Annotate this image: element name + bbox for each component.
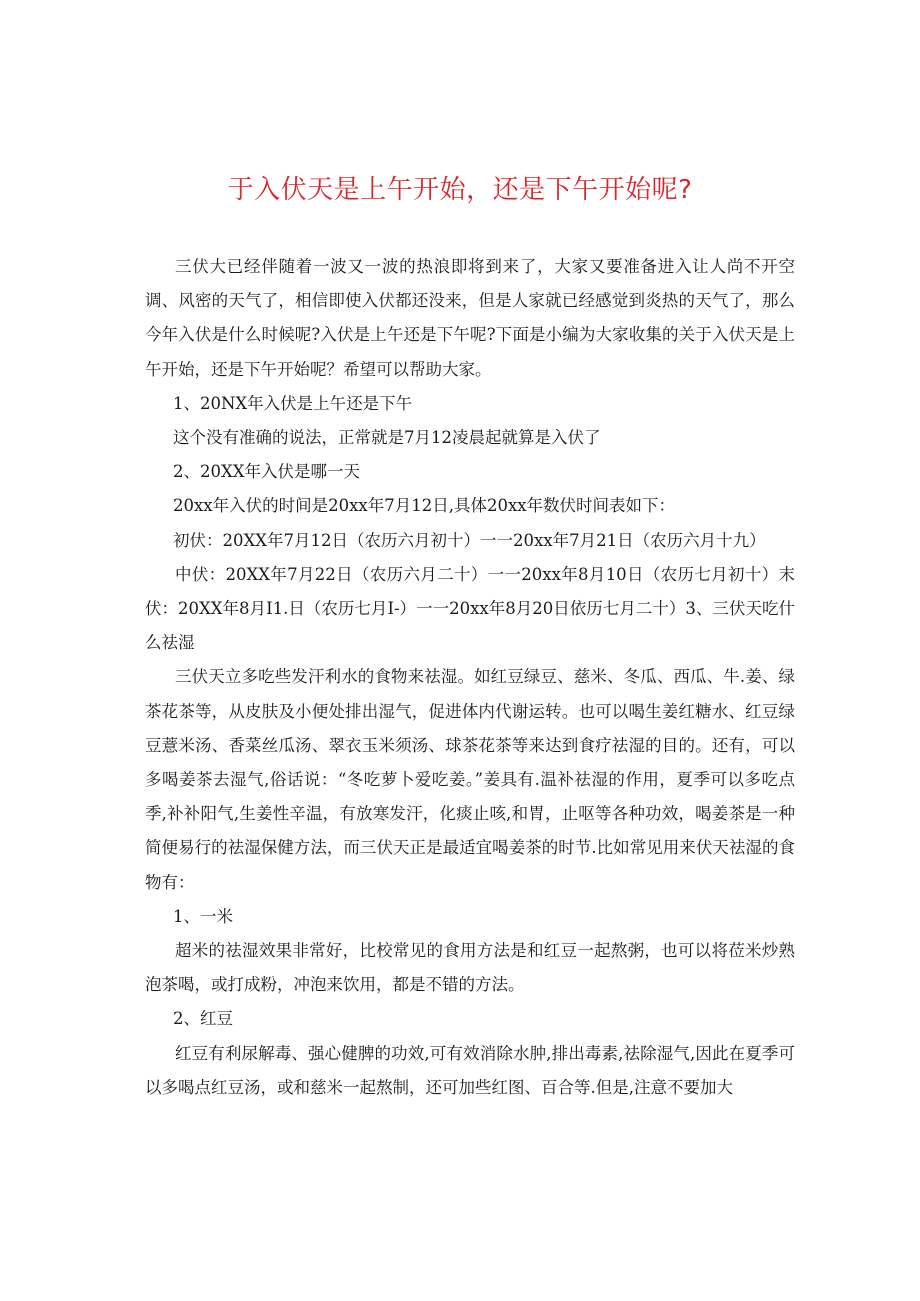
section-1-text: 这个没有准确的说法，正常就是7月12凌晨起就算是入伏了 [173, 428, 601, 448]
food-item-text-1: 超米的祛湿效果非常好，比校常见的食用方法是和红豆一起熬粥，也可以将莅米炒熟泡茶喝，或打成粉，冲泡来饮用，都是不错的方法。 [145, 941, 795, 995]
food-item-text-2: 红豆有利尿解毒、强心健脾的功效,可有效消除水肿,排出毒素,祛除湿气,因此在夏季可以多喝点红豆汤，或和慈米一起熬制，还可加些红图、百合等.但是,注意不要加大 [145, 1043, 795, 1097]
intro-paragraph: 三伏大已经伴随着一波又一波的热浪即将到来了，大家又要准备进入让人尚不开空调、风密的天气了，相信即使入伏都还没来，但是人家就已经感觉到炎热的天气了，那么今年入伏是什么时候呢?入伏是上午还是下午呢?下面是小编为大家收集的关于入伏天是上午开始，还是下午开始呢？希望可以帮助大家。 [145, 257, 795, 379]
food-item-heading-2: 2、红豆 [173, 1009, 233, 1029]
middle-final-period-line: 中伏：20XX年7月22日（农历六月二十）一一20xx年8月10日（农历七月初十）末伏：20XX年8月I1.日（农历七月I-）一一20xx年8月20日依历七月二十）3、三伏天吃什么祛湿 [145, 564, 795, 653]
document-title: 于入伏天是上午开始，还是下午开始呢? [227, 175, 693, 205]
section-heading-1: 1、20NX年入伏是上午还是下午 [173, 393, 413, 413]
section-2-text: 20xx年入伏的时间是20xx年7月12日,具体20xx年数伏时间表如下： [173, 496, 676, 516]
food-item-heading-1: 1、一米 [173, 906, 233, 926]
section-heading-2: 2、20XX年入伏是哪一天 [173, 462, 360, 482]
document-body [145, 250, 795, 1105]
dampness-food-paragraph: 三伏天立多吃些发汗利水的食物来祛湿。如红豆绿豆、慈米、冬瓜、西瓜、牛.姜、绿茶花茶等，从皮肤及小便处排出湿气，促进体内代谢运转。也可以喝生姜红糖水、红豆绿豆薏米汤、香菜丝瓜汤、翠衣玉米须汤、球茶花茶等来达到食疗祛湿的目的。还有，可以多喝姜茶去湿气,俗话说：“冬吃萝卜爱吃姜。”姜具有.温补祛湿的作用，夏季可以多吃点季,补补阳气,生姜性辛温，有放寒发汗，化痰止咳,和胃，止呕等各种功效，喝姜茶是一种简便易行的祛湿保健方法，而三伏天正是最适宜喝姜茶的时节.比如常见用来伏天祛湿的食物有： [145, 667, 795, 892]
first-period-line: 初伏：20XX年7月12日（农历六月初十）一一20xx年7月21日（农历六月十九） [173, 530, 766, 550]
